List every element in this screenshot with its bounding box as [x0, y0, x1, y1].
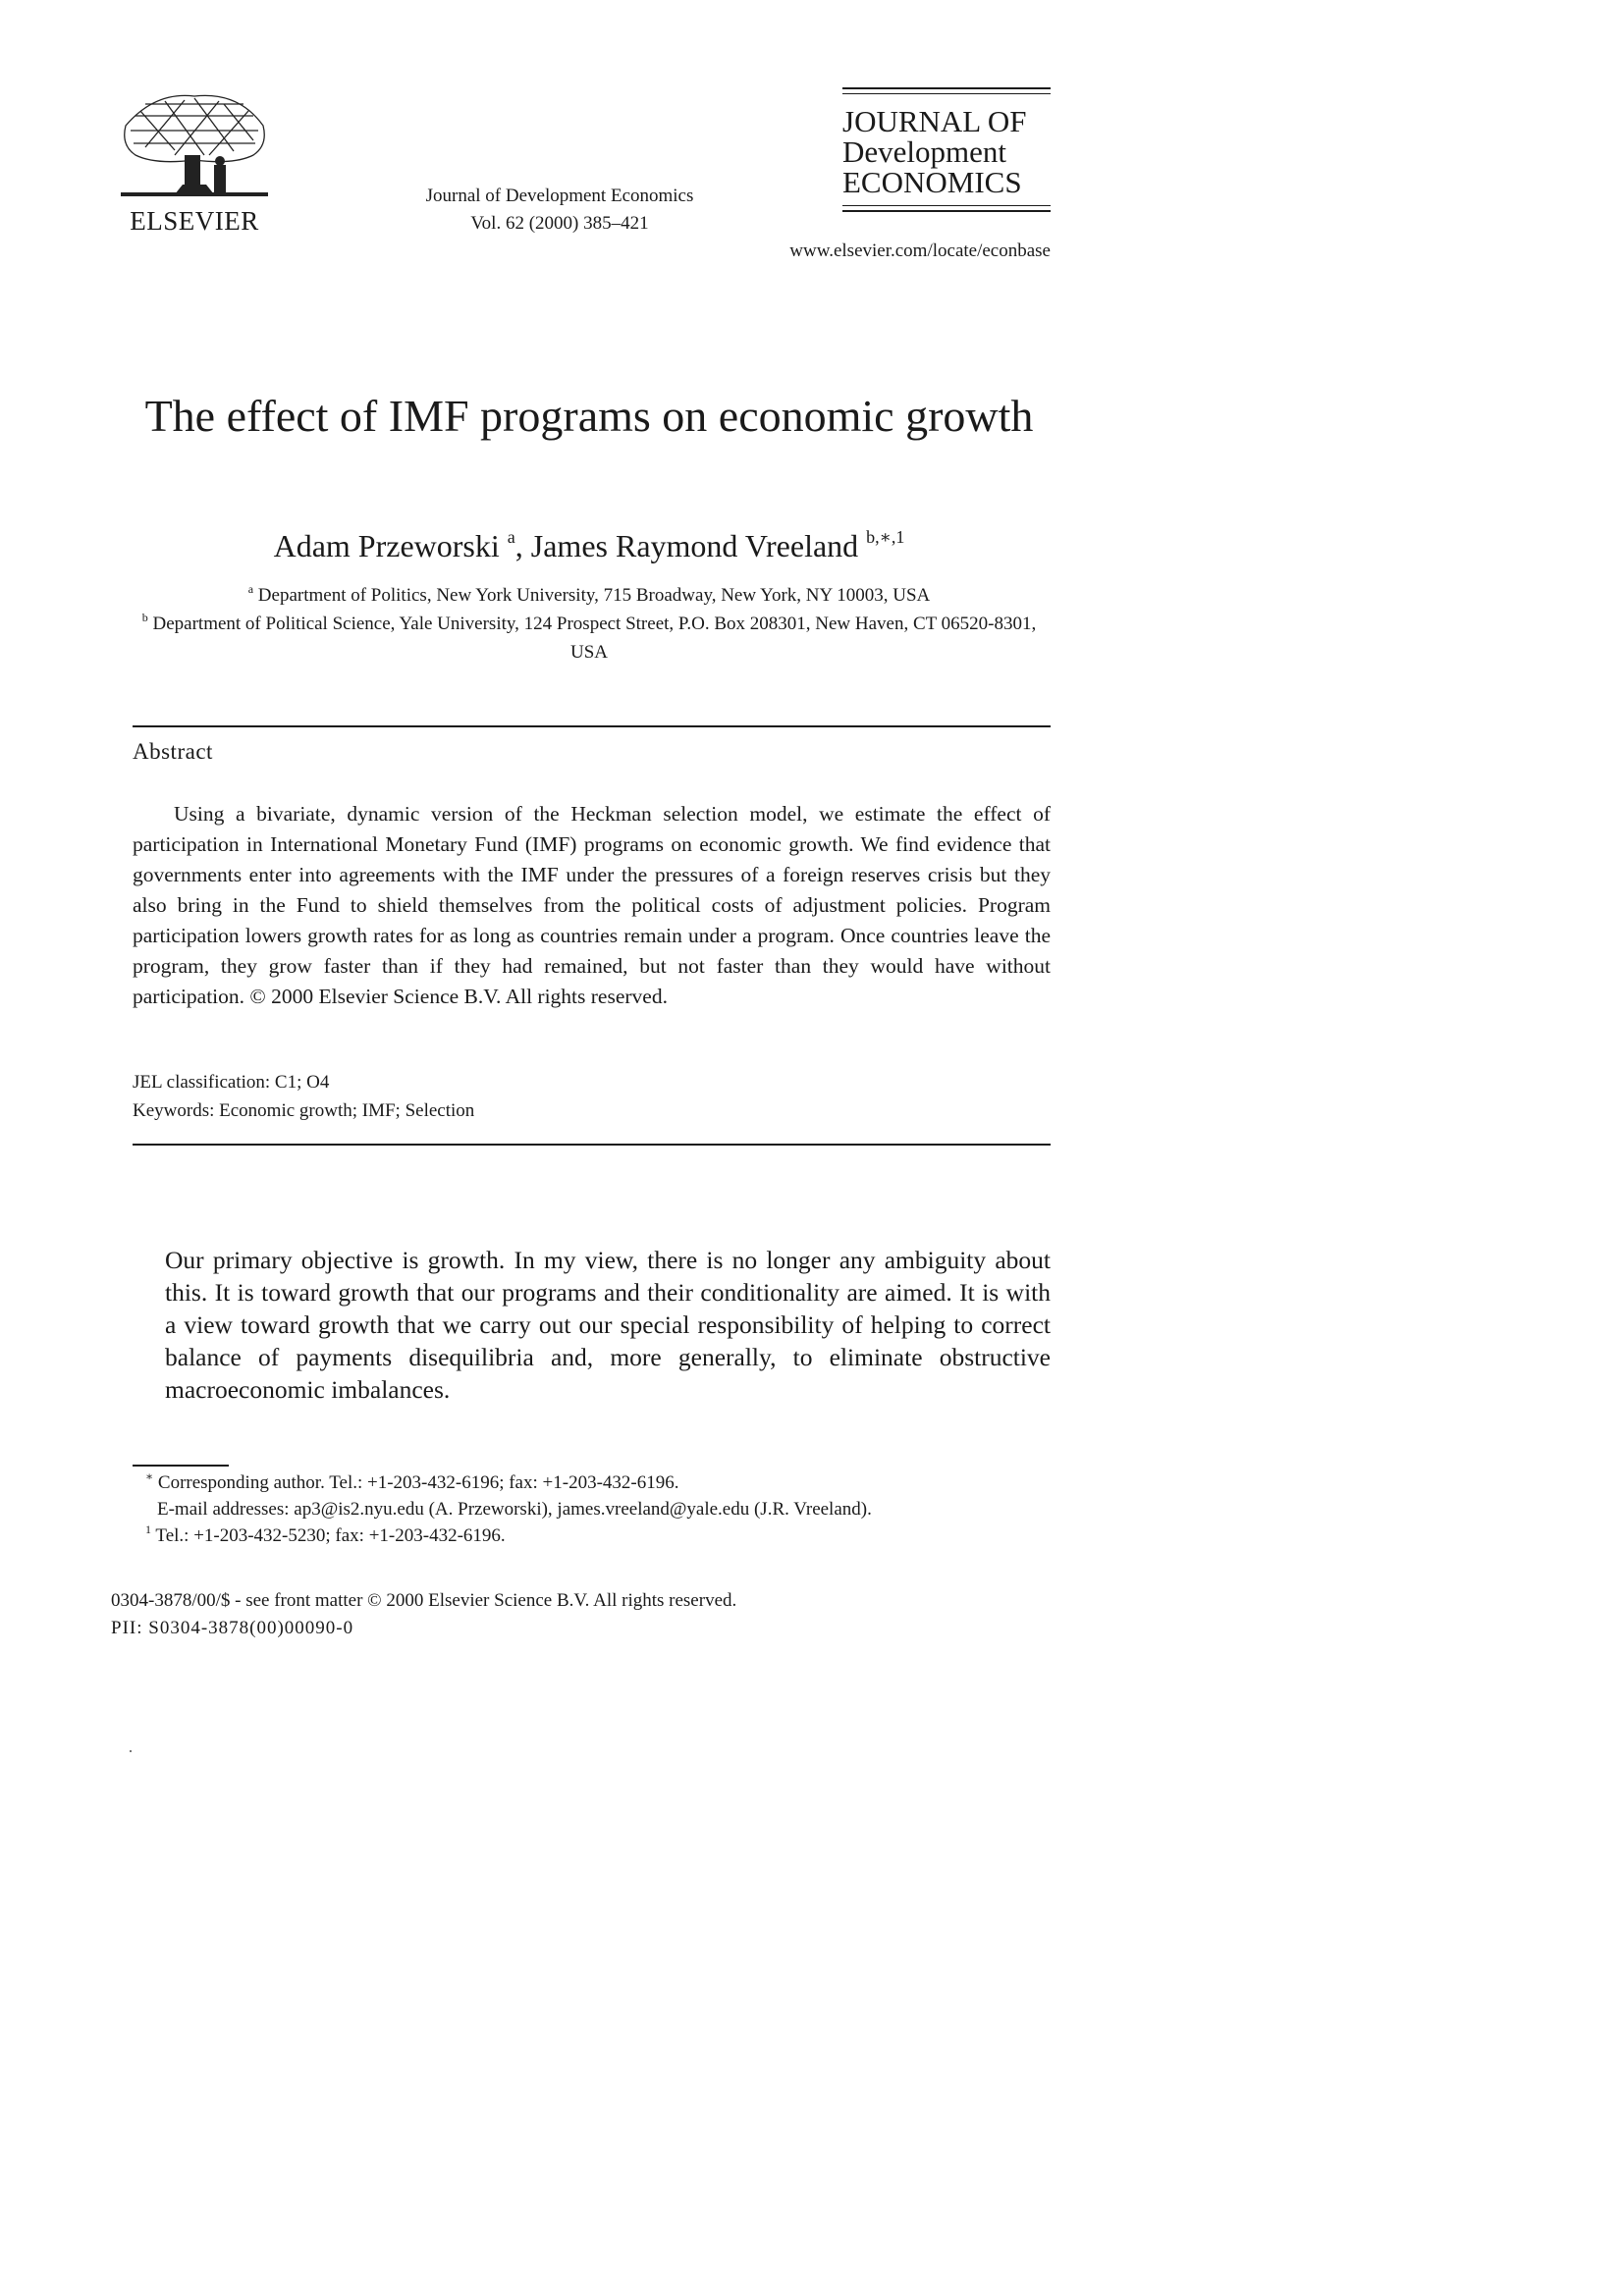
masthead-rule — [842, 210, 1051, 212]
footnote-mark: 1 — [145, 1522, 151, 1536]
affiliation-item — [128, 581, 1051, 610]
author-name: Adam Przeworski — [273, 528, 500, 563]
footnote-corresponding — [145, 1469, 1041, 1496]
abstract-body: Using a bivariate, dynamic version of the Heckman selection model, we estimate the effect of participation in International Monetary Fund (IMF) programs on economic growth. We find evidence that governments enter into agreements with the IMF under the pressures of a foreign reserves crisis but they also bring in the Fund to shield themselves from the political costs of adjustment policies. Program participation lowers growth rates for as long as countries remain under a program. Once countries leave the program, they grow faster than if they had remained, but not faster than they would have without participation. © 2000 Elsevier Science B.V. All rights reserved. — [133, 802, 1051, 1008]
affiliation-mark: b — [141, 611, 148, 624]
copyright-line: 0304-3878/00/$ - see front matter © 2000 Elsevier Science B.V. All rights reserved. — [111, 1590, 737, 1611]
footnote-text: Tel.: +1-203-432-5230; fax: +1-203-432-6196. — [155, 1525, 506, 1546]
publisher-name: ELSEVIER — [130, 206, 259, 236]
author-affiliation-mark: b,∗,1 — [866, 527, 905, 547]
journal-url[interactable]: www.elsevier.com/locate/econbase — [789, 240, 1051, 261]
journal-citation-name: Journal of Development Economics — [425, 186, 694, 206]
epigraph-quote: Our primary objective is growth. In my view, there is no longer any ambiguity about this. It is toward growth that our programs and their conditionality are aimed. It is with a view toward growth that we carry out our special responsibility of helping to correct balance of payments disequilibria and, more generally, to eliminate obstructive macroeconomic imbalances. — [165, 1246, 1051, 1404]
classification-block — [133, 1068, 474, 1125]
front-matter — [111, 1587, 736, 1642]
scan-speck — [130, 1750, 132, 1752]
masthead-rule — [842, 93, 1051, 94]
section-rule — [133, 1144, 1051, 1146]
affiliation-text: Department of Politics, New York University, 715 Broadway, New York, NY 10003, USA — [257, 585, 931, 606]
article-title: The effect of IMF programs on economic growth — [144, 391, 1034, 441]
volume-pages: Vol. 62 (2000) 385–421 — [470, 213, 649, 234]
affiliation-item — [128, 610, 1051, 667]
author-name: James Raymond Vreeland — [530, 528, 859, 563]
journal-name-line: ECONOMICS — [842, 165, 1022, 199]
footnotes — [145, 1469, 1041, 1549]
affiliation-list — [128, 581, 1051, 667]
affiliation-mark: a — [247, 582, 254, 596]
masthead-rule — [842, 205, 1051, 206]
journal-name-line: JOURNAL OF — [842, 104, 1027, 138]
journal-citation — [393, 183, 727, 238]
pii-line: PII: S0304-3878(00)00090-0 — [111, 1618, 354, 1638]
abstract-heading: Abstract — [133, 739, 213, 764]
keywords: Keywords: Economic growth; IMF; Selection — [133, 1100, 475, 1121]
affiliation-text: Department of Political Science, Yale University, 124 Prospect Street, P.O. Box 208301, New Haven, CT 06520-8301, USA — [152, 614, 1037, 663]
footnote-mark: ∗ — [145, 1469, 154, 1483]
footnote-1 — [145, 1522, 1041, 1549]
jel-classification: JEL classification: C1; O4 — [133, 1072, 330, 1093]
section-rule — [133, 725, 1051, 727]
journal-masthead — [842, 87, 1051, 216]
footnote-rule — [133, 1465, 229, 1467]
author-list: Adam Przeworski $^a$, James Raymond Vreeland $^{b,∗,1}$ — [273, 527, 905, 563]
author-affiliation-mark: a — [507, 527, 515, 547]
footnote-email: E-mail addresses: ap3@is2.nyu.edu (A. Przeworski), james.vreeland@yale.edu (J.R. Vreeland). — [157, 1499, 872, 1520]
masthead-rule — [842, 87, 1051, 89]
journal-name-line: Development — [842, 134, 1007, 169]
footnote-text: Corresponding author. Tel.: +1-203-432-6196; fax: +1-203-432-6196. — [157, 1472, 679, 1493]
